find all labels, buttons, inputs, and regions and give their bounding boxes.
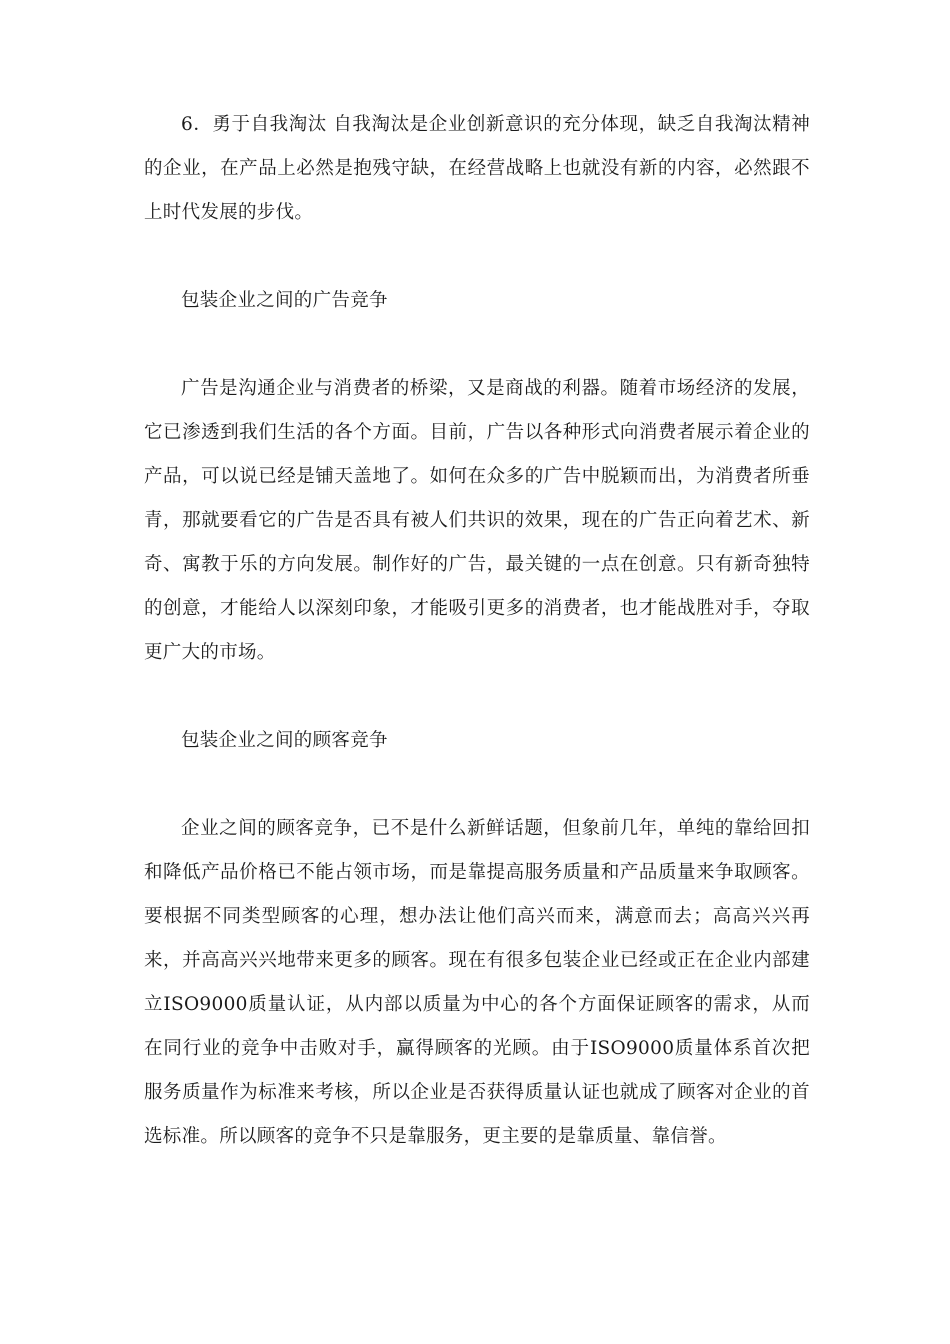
section-heading-advertising: 包装企业之间的广告竞争 (181, 290, 388, 311)
paragraph-self-elimination: 6．勇于自我淘汰 自我淘汰是企业创新意识的充分体现，缺乏自我淘汰精神的企业，在产品上必然是抱残守缺，在经营战略上也就没有新的内容，必然跟不上时代发展的步伐。 (144, 114, 810, 223)
paragraph-advertising: 广告是沟通企业与消费者的桥梁，又是商战的利器。随着市场经济的发展，它已渗透到我们生活的各个方面。目前，广告以各种形式向消费者展示着企业的产品，可以说已经是铺天盖地了。如何在众多的广告中脱颖而出，为消费者所垂青，那就要看它的广告是否具有被人们共识的效果，现在的广告正向着艺术、新奇、寓教于乐的方向发展。制作好的广告，最关键的一点在创意。只有新奇独特的创意，才能给人以深刻印象，才能吸引更多的消费者，也才能战胜对手，夺取更广大的市场。 (144, 378, 810, 663)
paragraph-gap (144, 675, 810, 719)
section-heading-customer: 包装企业之间的顾客竞争 (181, 730, 388, 751)
paragraph-gap (144, 235, 810, 279)
paragraph-customer: 企业之间的顾客竞争，已不是什么新鲜话题，但象前几年，单纯的靠给回扣和降低产品价格已不能占领市场，而是靠提高服务质量和产品质量来争取顾客。要根据不同类型顾客的心理，想办法让他们高兴而来，满意而去；高高兴兴再来，并高高兴兴地带来更多的顾客。现在有很多包装企业已经或正在企业内部建立ISO9000质量认证，从内部以质量为中心的各个方面保证顾客的需求，从而在同行业的竞争中击败对手，赢得顾客的光顾。由于ISO9000质量体系首次把服务质量作为标准来考核，所以企业是否获得质量认证也就成了顾客对企业的首选标准。所以顾客的竞争不只是靠服务，更主要的是靠质量、靠信誉。 (144, 818, 810, 1147)
document-body (144, 103, 810, 1159)
paragraph-gap (144, 323, 810, 367)
paragraph-gap (144, 763, 810, 807)
